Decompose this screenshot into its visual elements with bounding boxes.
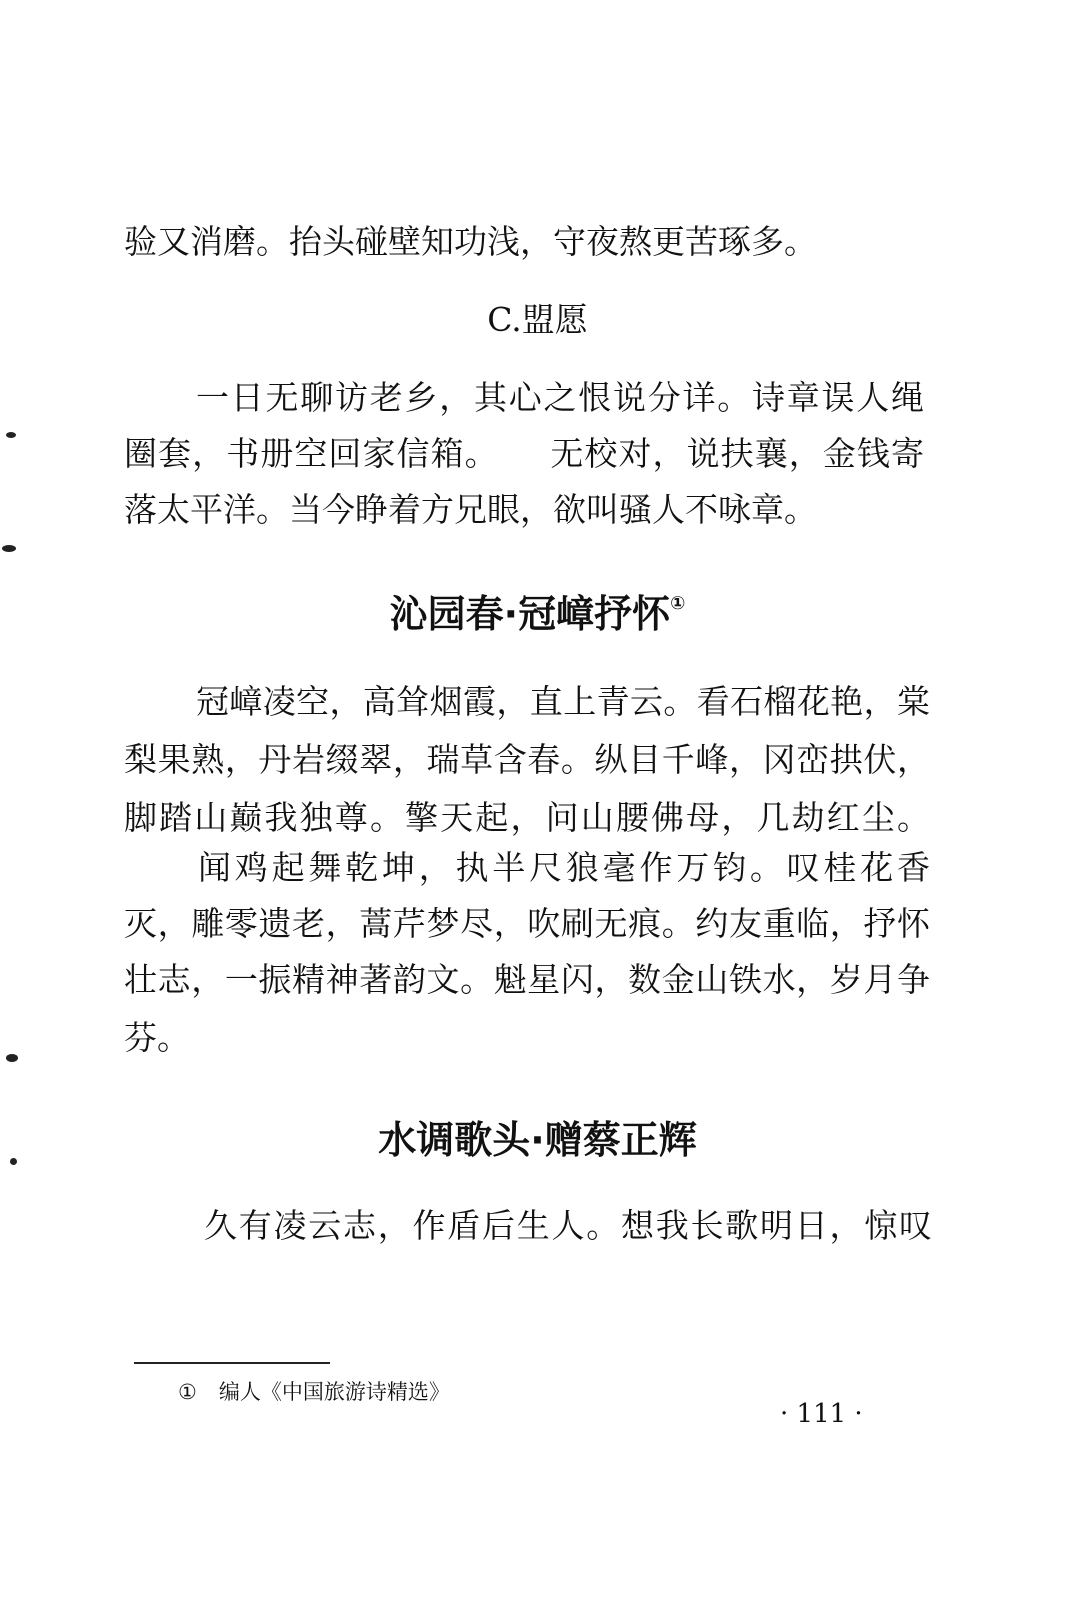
footnote-divider	[134, 1362, 330, 1364]
footnote-text: 编人《中国旅游诗精选》	[218, 1380, 450, 1404]
poem-title-qinyuanchun	[0, 592, 1075, 636]
para1-line-3: 落太平洋。当今睁着方兄眼，欲叫骚人不咏章。	[124, 490, 817, 529]
scan-speck	[2, 545, 16, 552]
poem-title-shuidiaogetou: 水调歌头·赠蔡正辉	[378, 1118, 697, 1162]
para3-line-2: 灭，雕零遗老，蒿芹梦尽，吹刷无痕。约友重临，抒怀	[124, 904, 930, 943]
para3-line-3: 壮志，一振精神著韵文。魁星闪，数金山铁水，岁月争	[124, 960, 930, 999]
para2-line-2: 梨果熟，丹岩缀翠，瑞草含春。纵目千峰，冈峦拱伏，	[124, 740, 930, 779]
section-title-c: C.盟愿	[487, 300, 588, 339]
scan-speck	[6, 1054, 18, 1062]
para1-line-1: 一日无聊访老乡，其心之恨说分详。诗章误人绳	[196, 378, 924, 417]
scan-speck	[6, 432, 16, 438]
para2-line-1: 冠嶂凌空，高耸烟霞，直上青云。看石榴花艳，棠	[196, 682, 930, 721]
text-line-1: 验又消磨。抬头碰壁知功浅，守夜熬更苦琢多。	[124, 222, 817, 261]
para4-line-1: 久有凌云志，作盾后生人。想我长歌明日，惊叹	[204, 1206, 932, 1245]
footnote-ref: ①	[670, 593, 686, 614]
scan-speck	[10, 1158, 17, 1165]
para3-line-4: 芬。	[124, 1018, 190, 1057]
para3-line-1: 闻鸡起舞乾坤，执半尺狼毫作万钧。叹桂花香	[198, 848, 930, 887]
footnote	[178, 1378, 450, 1406]
para2-line-3: 脚踏山巅我独尊。擎天起，问山腰佛母，几劫红尘。	[124, 798, 930, 837]
footnote-mark: ①	[178, 1380, 197, 1404]
poem-title-text: 沁园春·冠嶂抒怀	[389, 592, 671, 636]
para1-line-2: 圈套，书册空回家信箱。 无校对，说扶襄，金钱寄	[124, 434, 924, 473]
page-number: · 111 ·	[780, 1399, 863, 1429]
